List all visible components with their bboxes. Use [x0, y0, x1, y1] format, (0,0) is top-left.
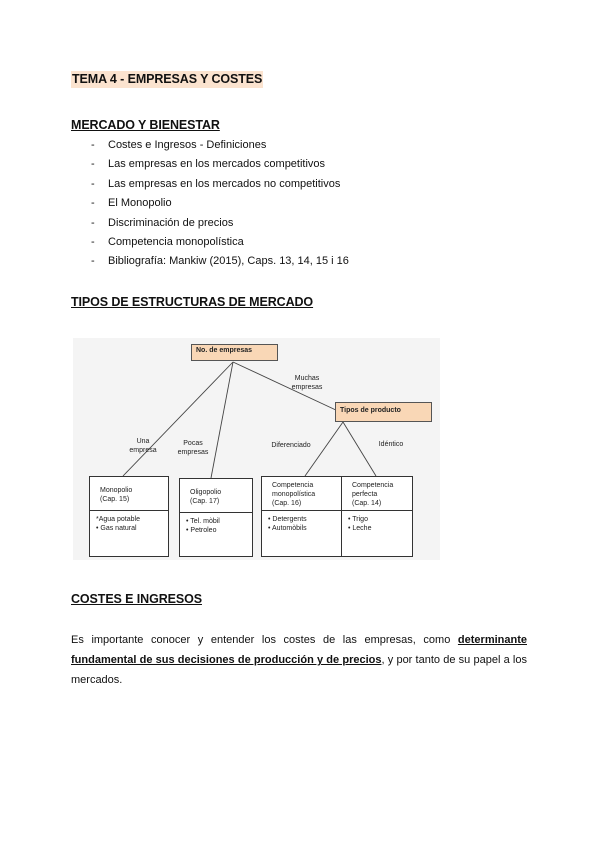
label-diferenciado: Diferenciado	[271, 442, 311, 449]
edge-identico	[343, 422, 376, 476]
list-item: - Bibliografía: Mankiw (2015), Caps. 13, 14, 15 i 16	[91, 255, 349, 268]
leaf-oligopolio: Oligopolio (Cap. 17) • Tel. mòbil • Petroleo	[179, 478, 253, 557]
leaf-competencia-perfecta: Competencia perfecta (Cap. 14) • Trigo • Leche	[341, 476, 413, 557]
dash-bullet: -	[91, 177, 95, 190]
dash-bullet: -	[91, 139, 95, 151]
topics-list	[91, 137, 349, 273]
dash-bullet: -	[91, 197, 95, 210]
label-muchas-empresas: Muchas empresas	[291, 375, 323, 391]
section-heading-costes: COSTES E INGRESOS	[71, 592, 202, 606]
list-item: - Las empresas en los mercados no competitivos	[91, 177, 341, 190]
label-pocas-empresas: Pocas empresas	[177, 440, 209, 456]
edge-una	[123, 362, 233, 476]
page-title: TEMA 4 - EMPRESAS Y COSTES	[72, 72, 263, 86]
edge-pocas	[211, 362, 233, 478]
section-heading-tipos: TIPOS DE ESTRUCTURAS DE MERCADO	[71, 295, 314, 309]
list-item: - El Monopolio	[91, 197, 172, 210]
list-item: - Competencia monopolística	[91, 235, 244, 248]
label-identico: Idéntico	[378, 441, 404, 448]
dash-bullet: -	[91, 255, 95, 268]
dash-bullet: -	[91, 216, 95, 229]
label-una-empresa: Una empresa	[129, 438, 157, 454]
section-heading-mercado: MERCADO Y BIENESTAR	[71, 118, 220, 132]
dash-bullet: -	[91, 235, 95, 248]
node-no-empresas: No. de empresas	[191, 344, 278, 361]
leaf-monopolio: Monopolio (Cap. 15) *Agua potable • Gas natural	[89, 476, 169, 557]
market-structure-diagram	[73, 338, 440, 560]
emphasis-text: determinante fundamental de sus decisiones de producción y de precios	[71, 634, 527, 666]
list-item: - Las empresas en los mercados competitivos	[91, 158, 326, 171]
list-item: - Costes e Ingresos - Definiciones	[91, 139, 267, 151]
dash-bullet: -	[91, 158, 95, 171]
node-tipos-producto: Tipos de producto	[335, 402, 432, 422]
list-item: - Discriminación de precios	[91, 216, 234, 229]
leaf-competencia-monopolistica: Competencia monopolística (Cap. 16) • Detergents • Automòbils	[261, 476, 344, 557]
body-paragraph: Es importante conocer y entender los costes de las empresas, como determinante fundamental de sus decisiones de producción y de precios, y por tanto de su papel a los mercados.	[71, 634, 527, 686]
